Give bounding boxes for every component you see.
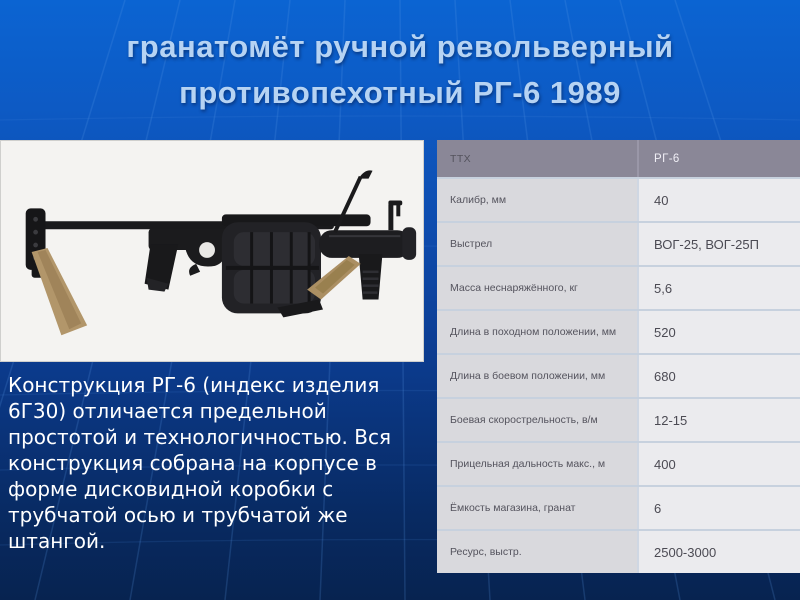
table-header-row	[437, 140, 800, 177]
spec-label: Прицельная дальность макс., м	[437, 443, 637, 485]
spec-label: Масса неснаряжённого, кг	[437, 267, 637, 309]
spec-name-header: ТТХ	[450, 152, 472, 165]
spec-value: 5,6	[637, 267, 800, 309]
table-row	[437, 353, 800, 397]
spec-label: Длина в боевом положении, мм	[437, 355, 637, 397]
spec-label: Боевая скорострельность, в/м	[437, 399, 637, 441]
spec-label: Длина в походном положении, мм	[437, 311, 637, 353]
title-line-1: гранатомёт ручной револьверный	[126, 29, 674, 64]
table-row	[437, 309, 800, 353]
table-row	[437, 441, 800, 485]
spec-value: 680	[637, 355, 800, 397]
spec-value: ВОГ-25, ВОГ-25П	[637, 223, 800, 265]
spec-label: Выстрел	[437, 223, 637, 265]
title-line-2: противопехотный РГ-6 1989	[179, 75, 621, 110]
table-row	[437, 485, 800, 529]
spec-value: 2500-3000	[637, 531, 800, 573]
body-paragraph: Конструкция РГ-6 (индекс изделия 6Г30) отличается предельной простотой и технологичностью. Вся конструкция собрана на корпусе в форме дисковидной коробки с трубчатой осью и трубчатой же штангой.	[8, 373, 391, 553]
page-title	[0, 24, 800, 116]
spec-value: 40	[637, 179, 800, 221]
spec-value-header: РГ-6	[637, 140, 800, 177]
spec-value: 520	[637, 311, 800, 353]
table-row	[437, 221, 800, 265]
rg6-gun-illustration	[1, 141, 423, 361]
spec-value: 6	[637, 487, 800, 529]
table-row	[437, 177, 800, 221]
spec-value: 400	[637, 443, 800, 485]
spec-label: Ёмкость магазина, гранат	[437, 487, 637, 529]
weapon-photo	[0, 140, 424, 362]
table-row	[437, 529, 800, 573]
specs-table	[437, 140, 800, 573]
table-row	[437, 397, 800, 441]
spec-label: Ресурс, выстр.	[437, 531, 637, 573]
spec-label: Калибр, мм	[437, 179, 637, 221]
spec-value: 12-15	[637, 399, 800, 441]
table-row	[437, 265, 800, 309]
